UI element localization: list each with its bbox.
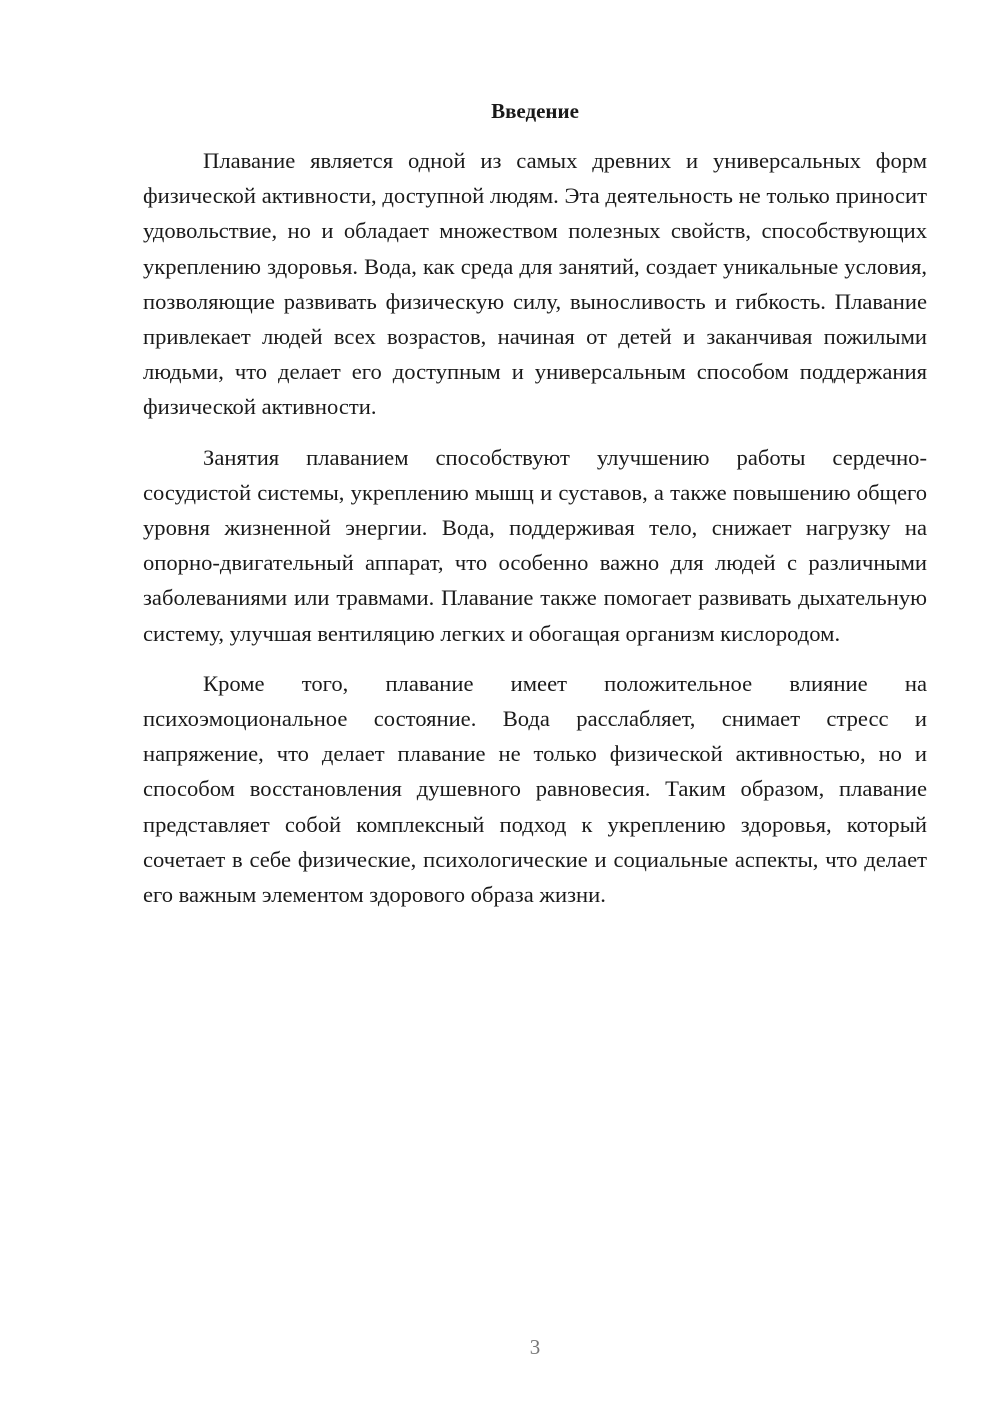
section-heading: Введение bbox=[491, 99, 579, 123]
paragraph-1: Плавание является одной из самых древних и универсальных форм физической активности, доступной людям. Эта деятельность не только приносит удовольствие, но и обладает множеством полезных свойств, способствующих укреплению здоровья. Вода, как среда для занятий, создает уникальные условия, позволяющие развивать физическую силу, выносливость и гибкость. Плавание привлекает людей всех возрастов, начиная от детей и заканчивая пожилыми людьми, что делает его доступным и универсальным способом поддержания физической активности. bbox=[143, 148, 927, 420]
body-text bbox=[143, 143, 927, 927]
paragraph-3: Кроме того, плавание имеет положительное влияние на психоэмоциональное состояние. Вода расслабляет, снимает стресс и напряжение, что делает плавание не только физической активностью, но и способом восстановления душевного равновесия. Таким образом, плавание представляет собой комплексный подход к укреплению здоровья, который сочетает в себе физические, психологические и социальные аспекты, что делает его важным элементом здорового образа жизни. bbox=[143, 670, 927, 908]
page-number: 3 bbox=[529, 1335, 541, 1359]
paragraph-2: Занятия плаванием способствуют улучшению работы сердечно-сосудистой системы, укреплению мышц и суставов, а также повышению общего уровня жизненной энергии. Вода, поддерживая тело, снижает нагрузку на опорно-двигательный аппарат, что особенно важно для людей с различными заболеваниями или травмами. Плавание также помогает развивать дыхательную систему, улучшая вентиляцию легких и обогащая организм кислородом. bbox=[143, 444, 927, 646]
